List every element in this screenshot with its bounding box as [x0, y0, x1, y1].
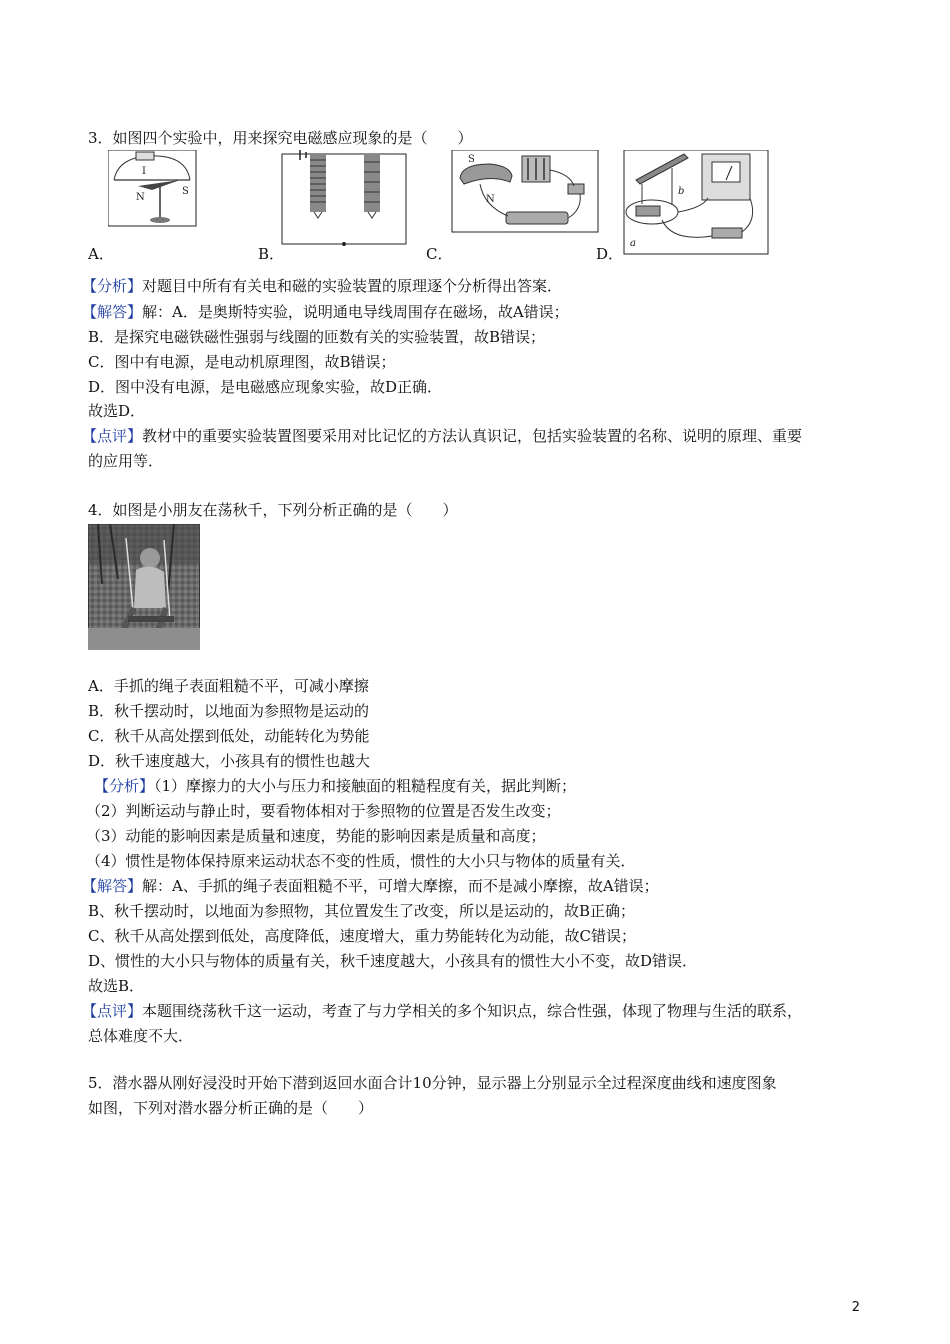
analysis-text: 对题目中所有有关电和磁的实验装置的原理逐个分析得出答案．: [142, 277, 563, 295]
q4-comment: [82, 1001, 802, 1021]
figure-d-a-label: a: [630, 238, 636, 249]
q3-option-d: D．: [596, 245, 624, 263]
figure-a-n-label: N: [136, 192, 145, 203]
answer-tag: 【解答】: [82, 877, 143, 895]
q3-comment: [82, 426, 802, 446]
q4-option-c: C．秋千从高处摆到低处，动能转化为势能: [88, 727, 370, 745]
q3-answer-line: D．图中没有电源，是电磁感应现象实验，故D正确．: [88, 378, 443, 396]
comment-tag: 【点评】: [82, 427, 143, 445]
q3-option-c: C．: [426, 245, 453, 263]
q4-option-a: A．手抓的绳子表面粗糙不平，可减小摩擦: [88, 677, 369, 695]
q3-figure-a: [108, 150, 198, 230]
figure-a-s-label: S: [182, 186, 189, 197]
q4-option-b: B．秋千摆动时，以地面为参照物是运动的: [88, 702, 370, 720]
q4-analysis-line: （3）动能的影响因素是质量和速度，势能的影响因素是质量和高度；: [86, 827, 546, 845]
page-number: 2: [851, 1300, 860, 1315]
figure-c-s-label: S: [468, 154, 475, 165]
q4-analysis: [94, 776, 576, 796]
q3-option-a: A．: [88, 245, 114, 263]
q4-analysis-line: （4）惯性是物体保持原来运动状态不变的性质，惯性的大小只与物体的质量有关．: [86, 852, 636, 870]
q4-answer-line: C、秋千从高处摆到低处，高度降低，速度增大，重力势能转化为动能，故C错误；: [88, 927, 636, 945]
swing-photo: [88, 524, 200, 650]
q4-analysis-line: （2）判断运动与静止时，要看物体相对于参照物的位置是否发生改变；: [86, 802, 561, 820]
figure-a-current-label: I: [142, 166, 146, 177]
q4-comment-line: 总体难度不大．: [88, 1027, 194, 1045]
q4-answer-line: B、秋千摆动时，以地面为参照物，其位置发生了改变，所以是运动的，故B正确；: [88, 902, 636, 920]
figure-d-b-label: b: [678, 186, 685, 197]
q4-answer: [82, 876, 659, 896]
q3-answer-line: [82, 302, 569, 322]
analysis-tag: 【分析】: [94, 777, 155, 795]
q5-stem-line: 5．潜水器从刚好浸没时开始下潜到返回水面合计10分钟，显示器上分别显示全过程深度曲线和速度图象: [88, 1074, 777, 1092]
q4-answer-choice: 故选B．: [88, 977, 145, 995]
q3-answer-choice: 故选D．: [88, 402, 146, 420]
q3-figure-c: [450, 150, 600, 235]
answer-text: 解：A．是奥斯特实验，说明通电导线周围存在磁场，故A错误；: [142, 303, 569, 321]
q3-figure-d: [622, 150, 770, 258]
q5-stem-line: 如图，下列对潜水器分析正确的是（ ）: [88, 1099, 374, 1117]
figure-c-n-label: N: [486, 194, 495, 205]
q3-analysis: [82, 276, 562, 296]
comment-tag: 【点评】: [82, 1002, 143, 1020]
analysis-tag: 【分析】: [82, 277, 143, 295]
q4-answer-line: D、惯性的大小只与物体的质量有关，秋千速度越大，小孩具有的惯性大小不变，故D错误．: [88, 952, 698, 970]
q4-option-d: D．秋千速度越大，小孩具有的惯性也越大: [88, 752, 371, 770]
q4-stem: 4．如图是小朋友在荡秋千，下列分析正确的是（ ）: [88, 501, 458, 519]
answer-tag: 【解答】: [82, 303, 143, 321]
q3-comment-line: 的应用等．: [88, 452, 164, 470]
q3-stem: 3．如图四个实验中，用来探究电磁感应现象的是（ ）: [88, 129, 473, 147]
q3-figure-b: [280, 148, 410, 248]
comment-text: 本题围绕荡秋千这一运动，考查了与力学相关的多个知识点，综合性强，体现了物理与生活的联系，: [142, 1002, 803, 1020]
comment-text: 教材中的重要实验装置图要采用对比记忆的方法认真识记，包括实验装置的名称、说明的原理、重要: [142, 427, 803, 445]
q3-answer-line: C．图中有电源，是电动机原理图，故B错误；: [88, 353, 396, 371]
q3-answer-line: B．是探究电磁铁磁性强弱与线圈的匝数有关的实验装置，故B错误；: [88, 328, 546, 346]
analysis-text: （1）摩擦力的大小与压力和接触面的粗糙程度有关，据此判断；: [154, 777, 577, 795]
q3-option-b: B．: [258, 245, 285, 263]
answer-text: 解：A、手抓的绳子表面粗糙不平，可增大摩擦，而不是减小摩擦，故A错误；: [142, 877, 659, 895]
